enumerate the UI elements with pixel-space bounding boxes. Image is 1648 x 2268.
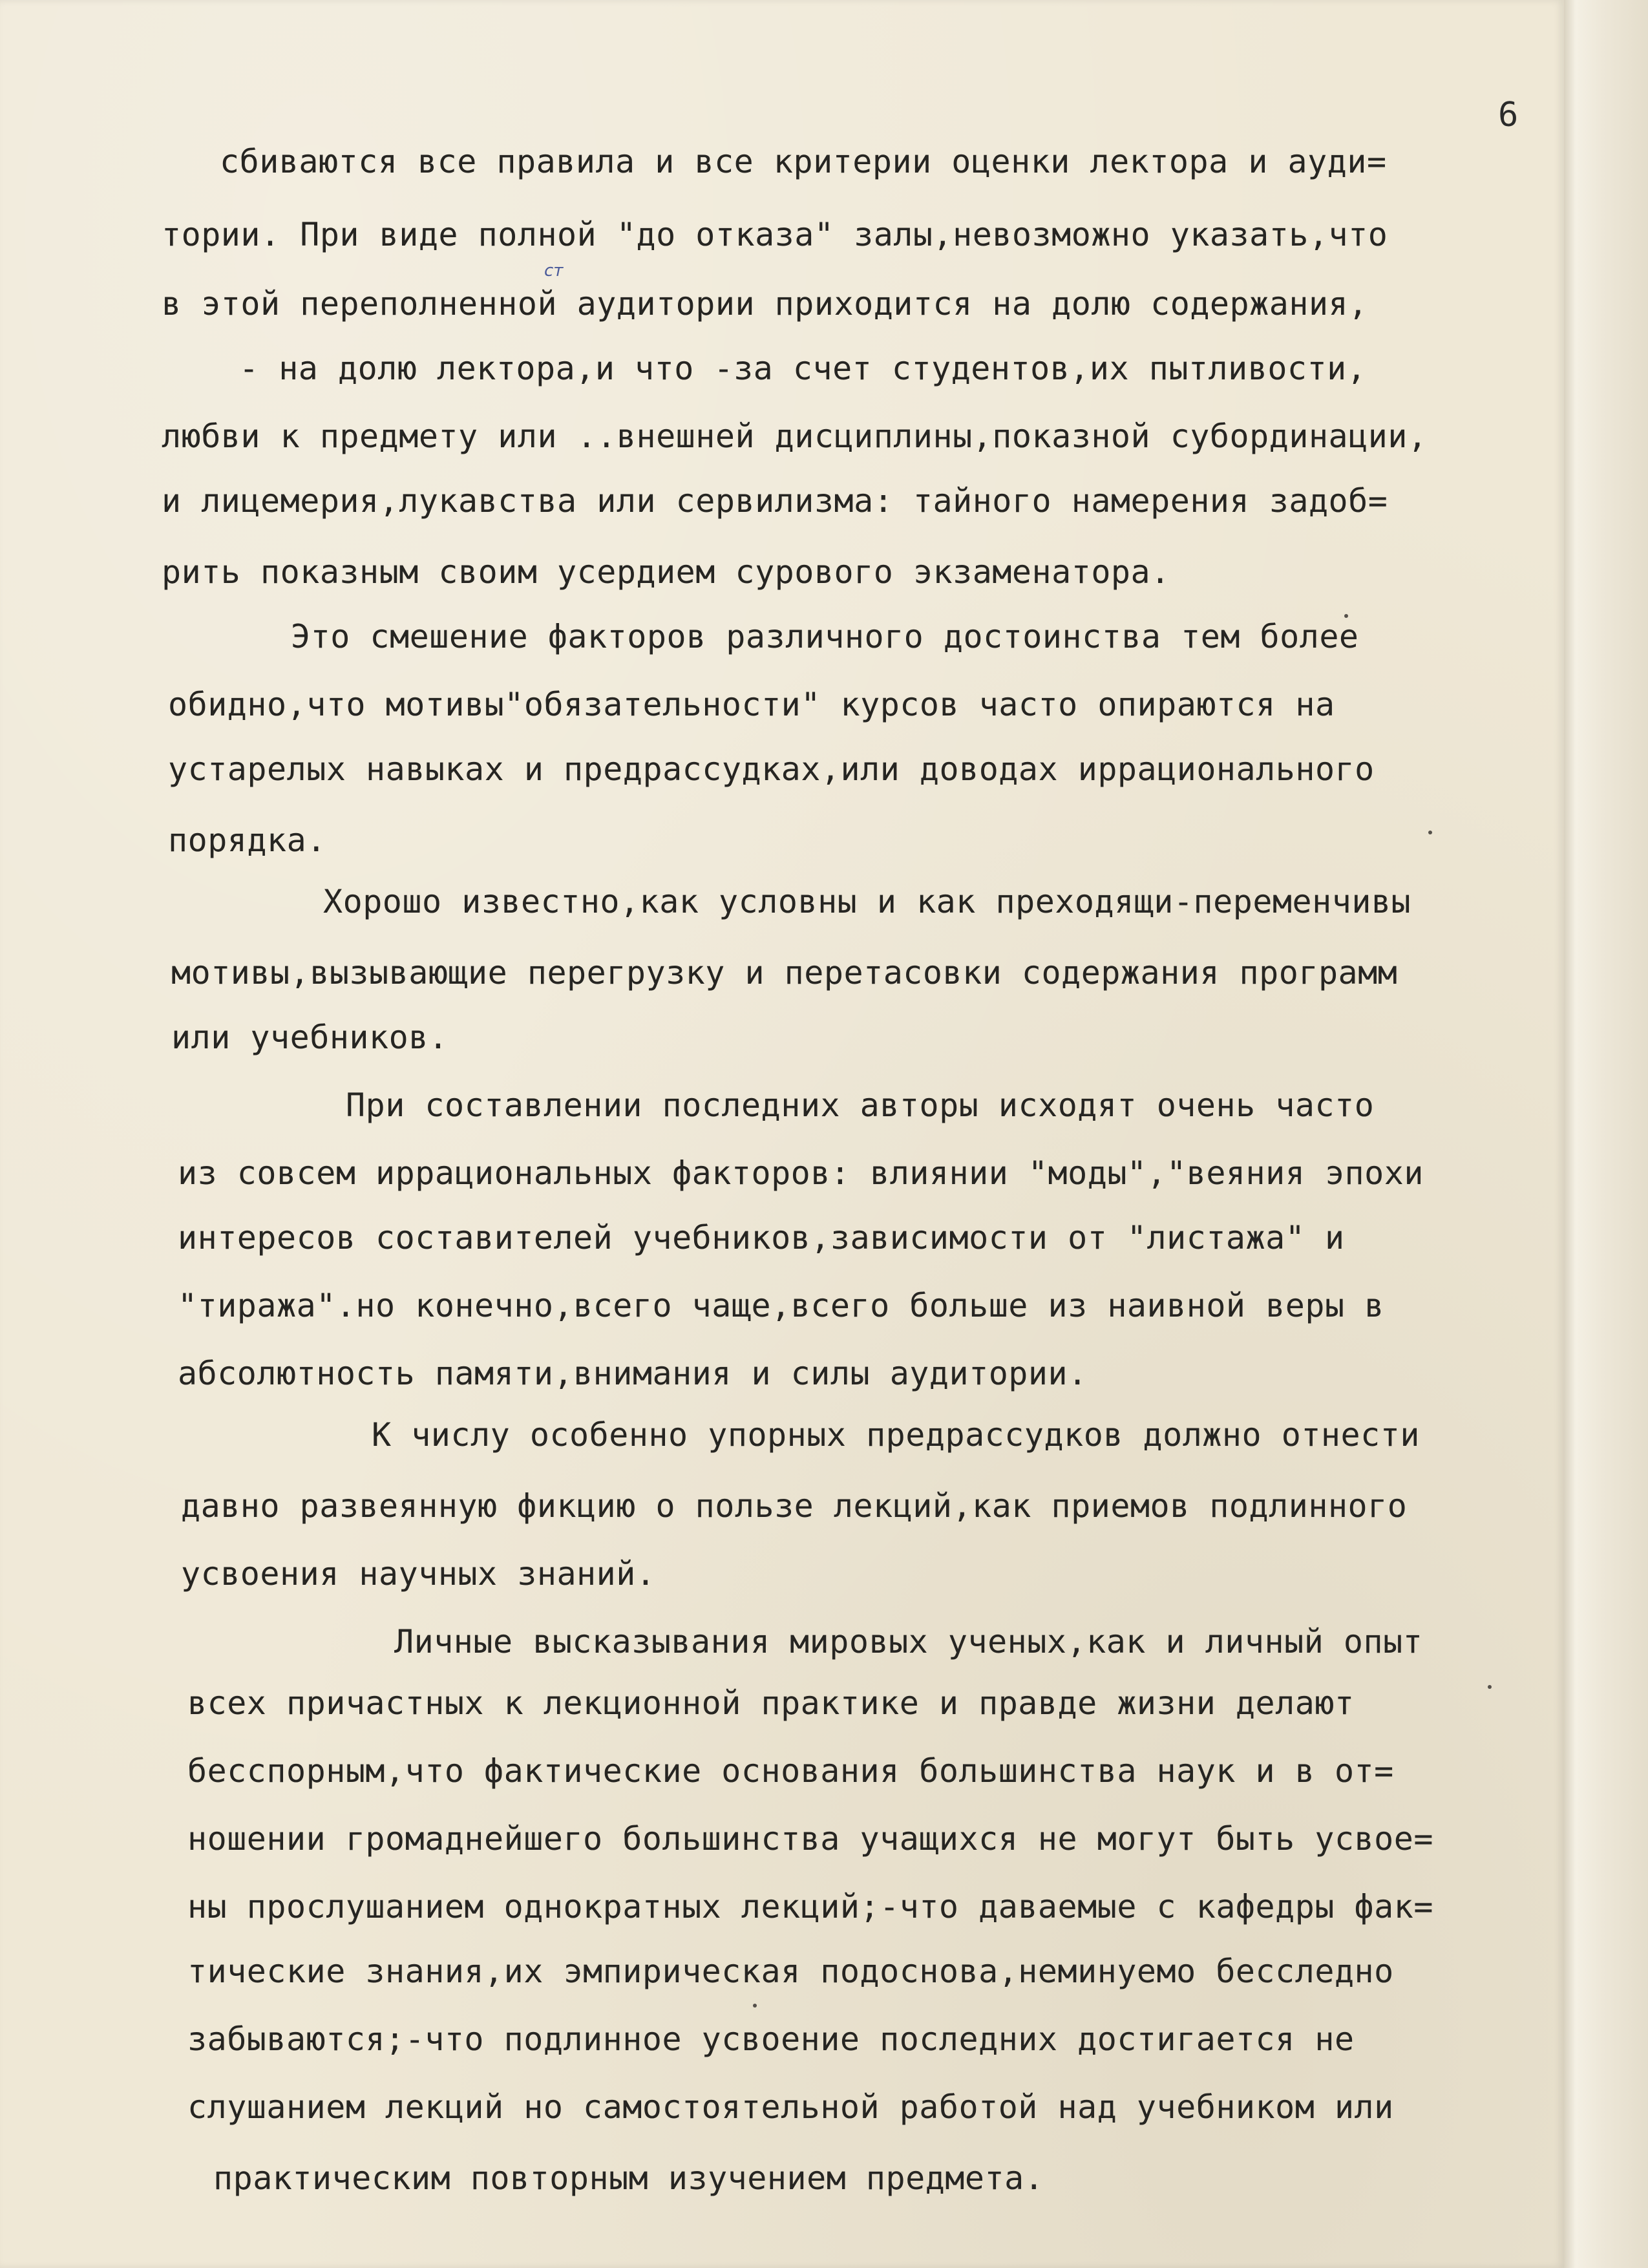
text-line: мотивы,вызывающие перегрузку и перетасовки содержания программ [171, 954, 1398, 991]
paper-speck [1428, 831, 1432, 834]
text-line: практическим повторным изучением предмета. [213, 2159, 1044, 2197]
text-line: любви к предмету или ..внешней дисциплины,показной субординации, [162, 418, 1428, 455]
text-line: в этой переполненной аудитории приходится на долю содержания, [162, 285, 1368, 323]
text-line: тории. При виде полной "до отказа" залы,невозможно указать,что [162, 216, 1388, 253]
paper-speck [1344, 614, 1348, 618]
handwritten-margin-annotation: ст [544, 261, 564, 281]
text-line: рить показным своим усердием сурового экзаменатора. [162, 553, 1170, 591]
text-line: бесспорным,что фактические основания большинства наук и в от= [187, 1752, 1394, 1790]
paragraph-start: При составлении последних авторы исходят очень часто [346, 1086, 1375, 1124]
text-line: - на долю лектора,и что -за счет студентов,их пытливости, [239, 350, 1367, 387]
text-line: всех причастных к лекционной практике и правде жизни делают [187, 1684, 1355, 1722]
text-line: тические знания,их эмпирическая подоснова,неминуемо бесследно [187, 1953, 1394, 1990]
paper-speck [753, 2004, 757, 2008]
paper-speck [1488, 1685, 1492, 1689]
page-number: 6 [1498, 96, 1519, 134]
text-line: "тиража".но конечно,всего чаще,всего больше из наивной веры в [178, 1287, 1384, 1324]
text-line: порядка. [168, 821, 326, 859]
text-line: интересов составителей учебников,зависимости от "листажа" и [178, 1219, 1345, 1256]
text-line: ны прослушанием однократных лекций;-что даваемые с кафедры фак= [187, 1888, 1433, 1925]
background-edge [1564, 0, 1648, 2268]
text-line: и лицемерия,лукавства или сервилизма: тайного намерения задоб= [162, 482, 1388, 520]
paragraph-start: Это смешение факторов различного достоинства тем более [291, 618, 1359, 655]
text-line: ношении громаднейшего большинства учащихся не могут быть усвое= [187, 1820, 1433, 1858]
text-line: абсолютность памяти,внимания и силы аудитории. [178, 1355, 1088, 1392]
paragraph-start: Личные высказывания мировых ученых,как и личный опыт [394, 1623, 1423, 1660]
text-line: или учебников. [171, 1019, 449, 1056]
text-line: устарелых навыках и предрассудках,или доводах иррационального [168, 750, 1375, 788]
text-line: обидно,что мотивы"обязательности" курсов часто опираются на [168, 686, 1335, 723]
paragraph-start: Хорошо известно,как условны и как преходящи-переменчивы [323, 883, 1411, 920]
text-line: давно развеянную фикцию о пользе лекций,как приемов подлинного [181, 1487, 1408, 1525]
text-line: слушанием лекций но самостоятельной работой над учебником или [187, 2088, 1394, 2126]
text-line: забываются;-что подлинное усвоение последних достигается не [187, 2020, 1355, 2058]
text-line: из совсем иррациональных факторов: влиянии "моды","веяния эпохи [178, 1154, 1424, 1192]
text-line: усвоения научных знаний. [181, 1555, 656, 1593]
paragraph-start: К числу особенно упорных предрассудков должно отнести [372, 1416, 1420, 1454]
text-line: сбиваются все правила и все критерии оценки лектора и ауди= [220, 143, 1387, 180]
